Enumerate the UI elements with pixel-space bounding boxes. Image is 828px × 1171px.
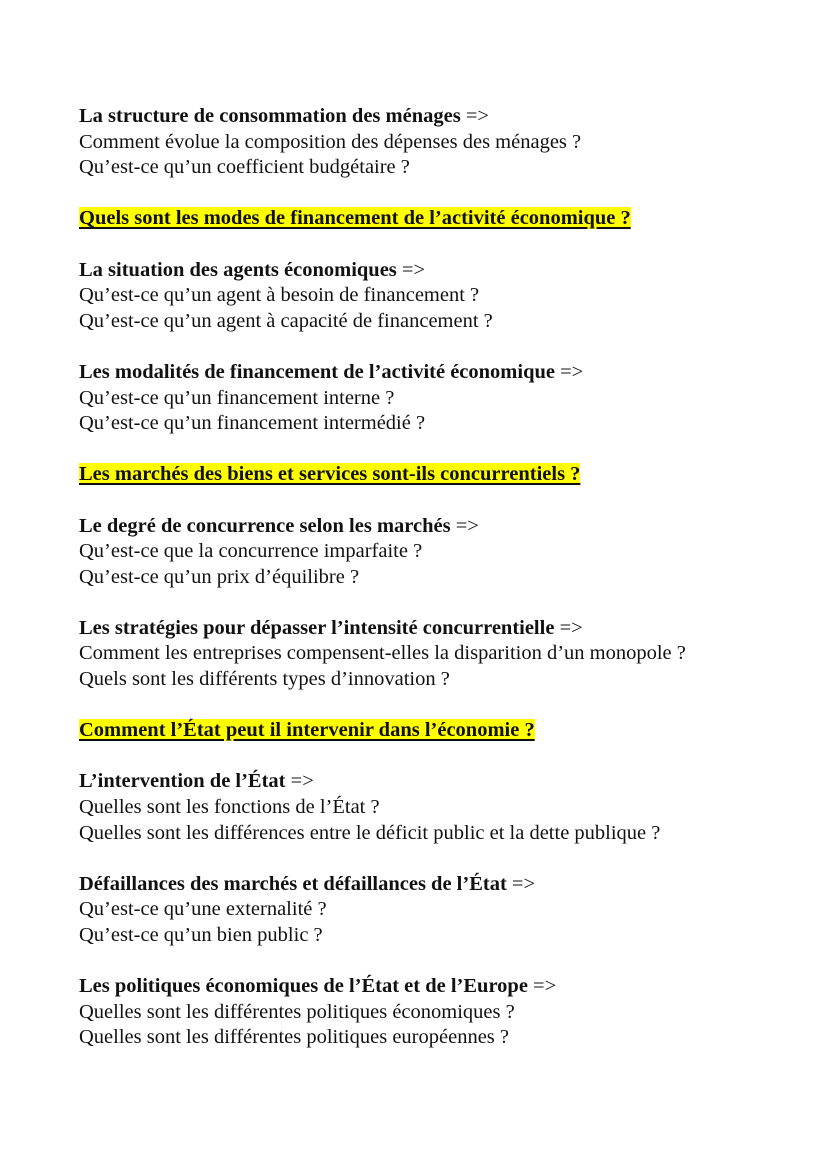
subsection	[79, 104, 809, 181]
subsection	[79, 514, 809, 591]
spacer	[79, 334, 809, 360]
spacer	[79, 181, 809, 207]
subsection-title: Les politiques économiques de l’État et de l’Europe =>	[79, 975, 557, 998]
subsection	[79, 769, 809, 846]
spacer	[79, 590, 809, 616]
question-line: Qu’est-ce qu’un financement intermédié ?	[79, 412, 426, 435]
question-line: Quelles sont les différentes politiques économiques ?	[79, 1000, 515, 1023]
arrow-mark: =>	[560, 360, 584, 383]
subsection-title: La situation des agents économiques =>	[79, 258, 426, 281]
arrow-mark: =>	[290, 770, 314, 793]
question-line: Quelles sont les différences entre le déficit public et la dette publique ?	[79, 821, 661, 844]
subsection-title: L’intervention de l’État =>	[79, 770, 314, 793]
spacer	[79, 232, 809, 258]
spacer	[79, 437, 809, 463]
arrow-mark: =>	[533, 975, 557, 998]
question-line: Qu’est-ce qu’un bien public ?	[79, 924, 323, 946]
arrow-mark: =>	[401, 258, 426, 281]
spacer	[79, 744, 809, 770]
spacer	[79, 488, 809, 514]
subsection	[79, 872, 809, 949]
section-heading	[79, 462, 809, 488]
section-heading	[79, 206, 809, 232]
question-line: Qu’est-ce qu’un coefficient budgétaire ?	[79, 156, 410, 179]
subsection-title: La structure de consommation des ménages =>	[79, 105, 489, 127]
arrow-mark: =>	[455, 514, 479, 537]
question-line: Quels sont les différents types d’innovation ?	[79, 668, 450, 691]
spacer	[79, 693, 809, 719]
subsection-title: Les modalités de financement de l’activité économique =>	[79, 360, 584, 383]
highlighted-heading: Comment l’État peut il intervenir dans l’économie ?	[79, 719, 535, 742]
subsection	[79, 616, 809, 693]
subsection	[79, 974, 809, 1051]
highlighted-heading: Quels sont les modes de financement de l’activité économique ?	[79, 207, 631, 230]
subsection	[79, 258, 809, 335]
question-line: Qu’est-ce qu’un financement interne ?	[79, 386, 395, 409]
question-line: Comment évolue la composition des dépenses des ménages ?	[79, 130, 582, 153]
question-line: Qu’est-ce qu’une externalité ?	[79, 898, 327, 921]
question-line: Qu’est-ce que la concurrence imparfaite ?	[79, 540, 423, 563]
arrow-mark: =>	[511, 872, 536, 895]
document-body	[79, 104, 809, 1051]
question-line: Quelles sont les différentes politiques européennes ?	[79, 1026, 509, 1049]
highlighted-heading: Les marchés des biens et services sont-ils concurrentiels ?	[79, 463, 581, 486]
subsection-title: Les stratégies pour dépasser l’intensité concurrentielle =>	[79, 616, 583, 639]
arrow-mark: =>	[465, 105, 489, 127]
spacer	[79, 949, 809, 975]
subsection-title: Défaillances des marchés et défaillances de l’État =>	[79, 872, 536, 895]
question-line: Quelles sont les fonctions de l’État ?	[79, 796, 380, 819]
spacer	[79, 846, 809, 872]
question-line: Qu’est-ce qu’un prix d’équilibre ?	[79, 565, 360, 588]
subsection-title: Le degré de concurrence selon les marchés =>	[79, 514, 479, 537]
subsection	[79, 360, 809, 437]
question-line: Qu’est-ce qu’un agent à capacité de financement ?	[79, 309, 493, 332]
question-line: Qu’est-ce qu’un agent à besoin de financement ?	[79, 284, 480, 307]
arrow-mark: =>	[559, 616, 583, 639]
section-heading	[79, 718, 809, 744]
question-line: Comment les entreprises compensent-elles la disparition d’un monopole ?	[79, 642, 686, 665]
